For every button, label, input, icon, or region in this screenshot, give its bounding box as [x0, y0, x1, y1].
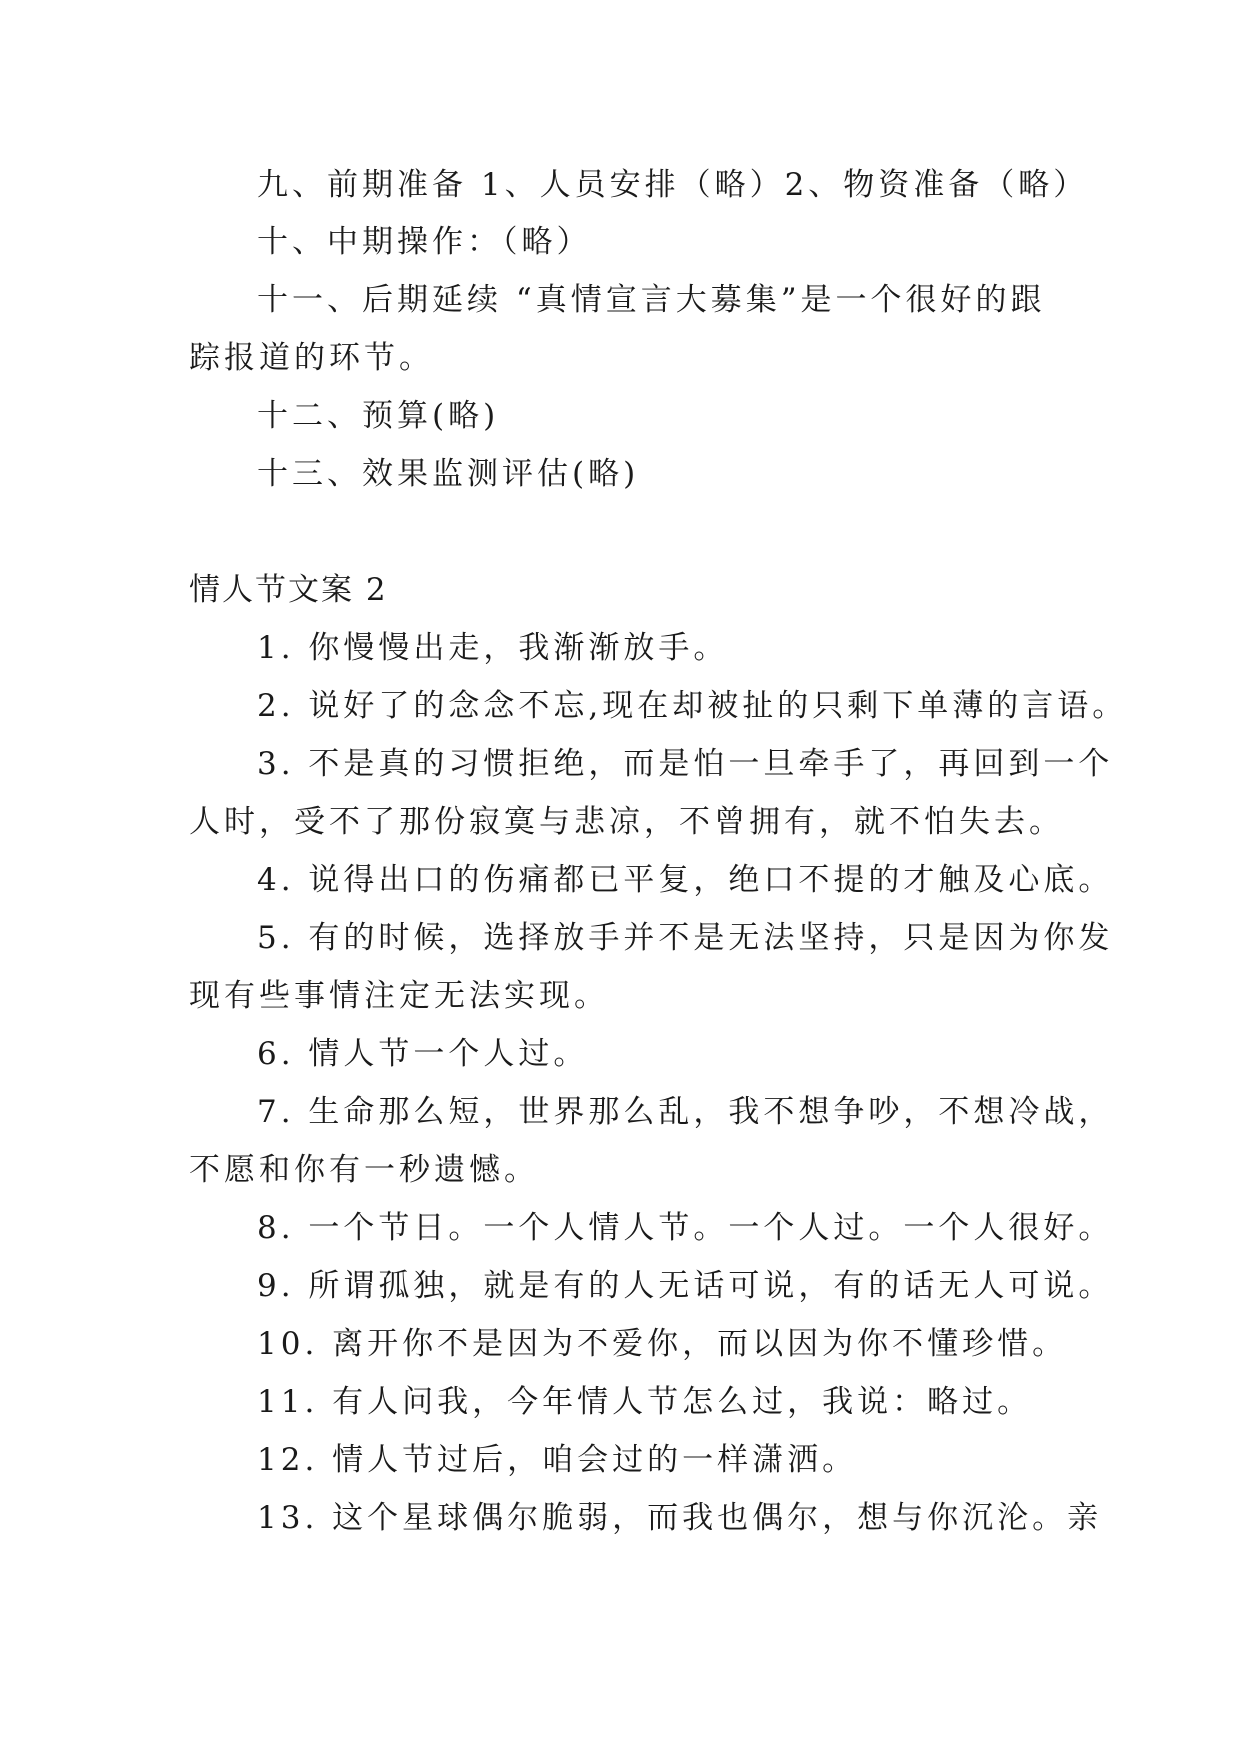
- paragraph-line: 踪报道的环节。: [189, 340, 434, 376]
- paragraph-line: 十、中期操作：（略）: [257, 224, 592, 260]
- paragraph-line: 九、前期准备 1、人员安排（略）2、物资准备（略）: [257, 167, 1089, 203]
- list-item: 1. 你慢慢出走，我渐渐放手。: [257, 630, 729, 666]
- list-item: 10. 离开你不是因为不爱你，而以因为你不懂珍惜。: [257, 1326, 1068, 1362]
- list-item: 3. 不是真的习惯拒绝，而是怕一旦牵手了，再回到一个: [257, 746, 1114, 782]
- list-item-continuation: 现有些事情注定无法实现。: [189, 978, 609, 1014]
- list-item: 9. 所谓孤独，就是有的人无话可说，有的话无人可说。: [257, 1268, 1114, 1304]
- list-item-continuation: 人时，受不了那份寂寞与悲凉，不曾拥有，就不怕失去。: [189, 804, 1064, 840]
- paragraph-line: 十三、效果监测评估(略): [257, 456, 640, 492]
- paragraph-line: 十二、预算(略): [257, 398, 500, 434]
- list-item: 4. 说得出口的伤痛都已平复，绝口不提的才触及心底。: [257, 862, 1114, 898]
- list-item: 11. 有人问我，今年情人节怎么过，我说：略过。: [257, 1384, 1033, 1420]
- list-item: 12. 情人节过后，咱会过的一样潇洒。: [257, 1442, 858, 1478]
- list-item: 7. 生命那么短，世界那么乱，我不想争吵，不想冷战，: [257, 1094, 1114, 1130]
- list-item: 8. 一个节日。一个人情人节。一个人过。一个人很好。: [257, 1210, 1114, 1246]
- list-item: 2. 说好了的念念不忘,现在却被扯的只剩下单薄的言语。: [257, 688, 1128, 724]
- list-item: 13. 这个星球偶尔脆弱，而我也偶尔，想与你沉沦。亲: [257, 1500, 1103, 1536]
- list-item: 6. 情人节一个人过。: [257, 1036, 589, 1072]
- list-item-continuation: 不愿和你有一秒遗憾。: [189, 1152, 539, 1188]
- section-heading: 情人节文案 2: [189, 572, 388, 608]
- list-item: 5. 有的时候，选择放手并不是无法坚持，只是因为你发: [257, 920, 1114, 956]
- paragraph-line: 十一、后期延续 “真情宣言大募集”是一个很好的跟: [257, 282, 1046, 318]
